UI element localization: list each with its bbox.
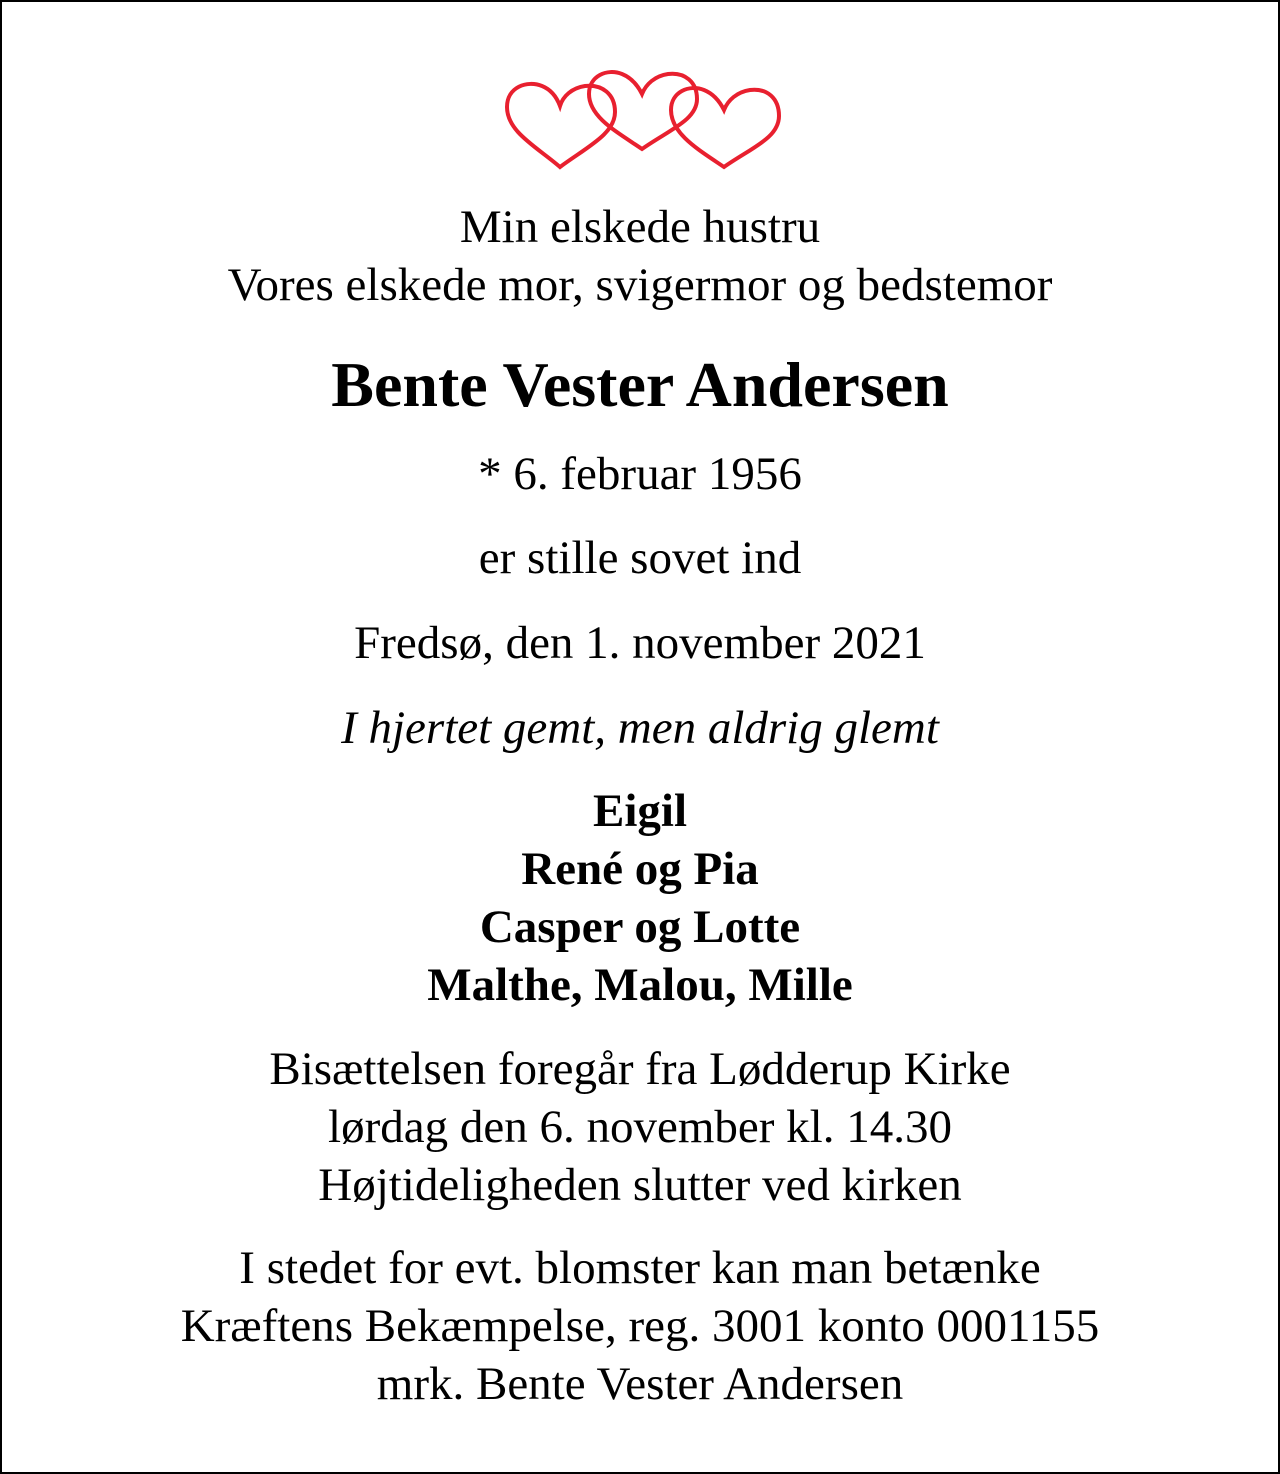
passed-text: er stille sovet ind: [478, 532, 802, 584]
family-line: Malthe, Malou, Mille: [427, 959, 853, 1011]
family-line: Eigil: [592, 785, 688, 837]
quote: I hjertet gemt, men aldrig glemt: [341, 702, 939, 754]
birth-date: * 6. februar 1956: [478, 448, 802, 500]
donation-line: Kræftens Bekæmpelse, reg. 3001 konto 0001155: [180, 1300, 1100, 1352]
family-line: Casper og Lotte: [479, 901, 801, 953]
three-hearts-icon: [497, 62, 787, 177]
donation-block: [2, 1239, 1278, 1413]
intro-line: Min elskede hustru: [459, 201, 821, 253]
funeral-line: Bisættelsen foregår fra Lødderup Kirke: [269, 1043, 1011, 1095]
deceased-name: Bente Vester Andersen: [331, 349, 949, 420]
place-date: Fredsø, den 1. november 2021: [354, 617, 926, 669]
intro-block: [2, 198, 1278, 314]
funeral-line: lørdag den 6. november kl. 14.30: [328, 1101, 952, 1153]
family-line: René og Pia: [521, 843, 759, 895]
funeral-line: Højtideligheden slutter ved kirken: [318, 1159, 962, 1211]
family-block: [2, 782, 1278, 1014]
funeral-block: [2, 1040, 1278, 1214]
intro-line: Vores elskede mor, svigermor og bedstemor: [227, 259, 1053, 311]
donation-line: I stedet for evt. blomster kan man betænke: [239, 1242, 1041, 1294]
donation-line: mrk. Bente Vester Andersen: [376, 1358, 904, 1410]
